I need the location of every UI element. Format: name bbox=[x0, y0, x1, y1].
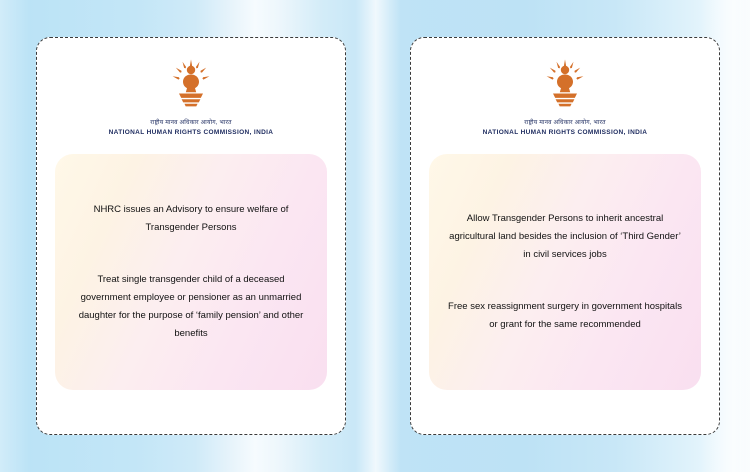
background-streak-left bbox=[0, 0, 30, 472]
message-paragraph-1: Allow Transgender Persons to inherit ancestral agricultural land besides the inclusion of ‘Third Gender’ in civil services jobs bbox=[449, 212, 681, 260]
slide-card-left bbox=[36, 37, 346, 435]
org-name-hindi: राष्ट्रीय मानव अधिकार आयोग, भारत bbox=[524, 120, 606, 126]
message-paragraph-1: NHRC issues an Advisory to ensure welfare of Transgender Persons bbox=[93, 203, 289, 233]
nhrc-emblem-icon bbox=[542, 58, 588, 110]
org-name-english: NATIONAL HUMAN RIGHTS COMMISSION, INDIA bbox=[482, 129, 648, 136]
org-name-hindi: राष्ट्रीय मानव अधिकार आयोग, भारत bbox=[150, 120, 232, 126]
background-streak-middle bbox=[355, 0, 401, 472]
message-paragraph-2: Treat single transgender child of a deceased government employee or pensioner as an unmarried daughter for the purpose of ‘family pension’ and other benefits bbox=[78, 273, 304, 340]
slide-card-right bbox=[410, 37, 720, 435]
message-panel bbox=[55, 154, 327, 390]
nhrc-emblem-icon bbox=[168, 58, 214, 110]
message-panel bbox=[429, 154, 701, 390]
org-name-english: NATIONAL HUMAN RIGHTS COMMISSION, INDIA bbox=[108, 129, 274, 136]
message-paragraph-2: Free sex reassignment surgery in government hospitals or grant for the same recommended bbox=[448, 301, 682, 331]
